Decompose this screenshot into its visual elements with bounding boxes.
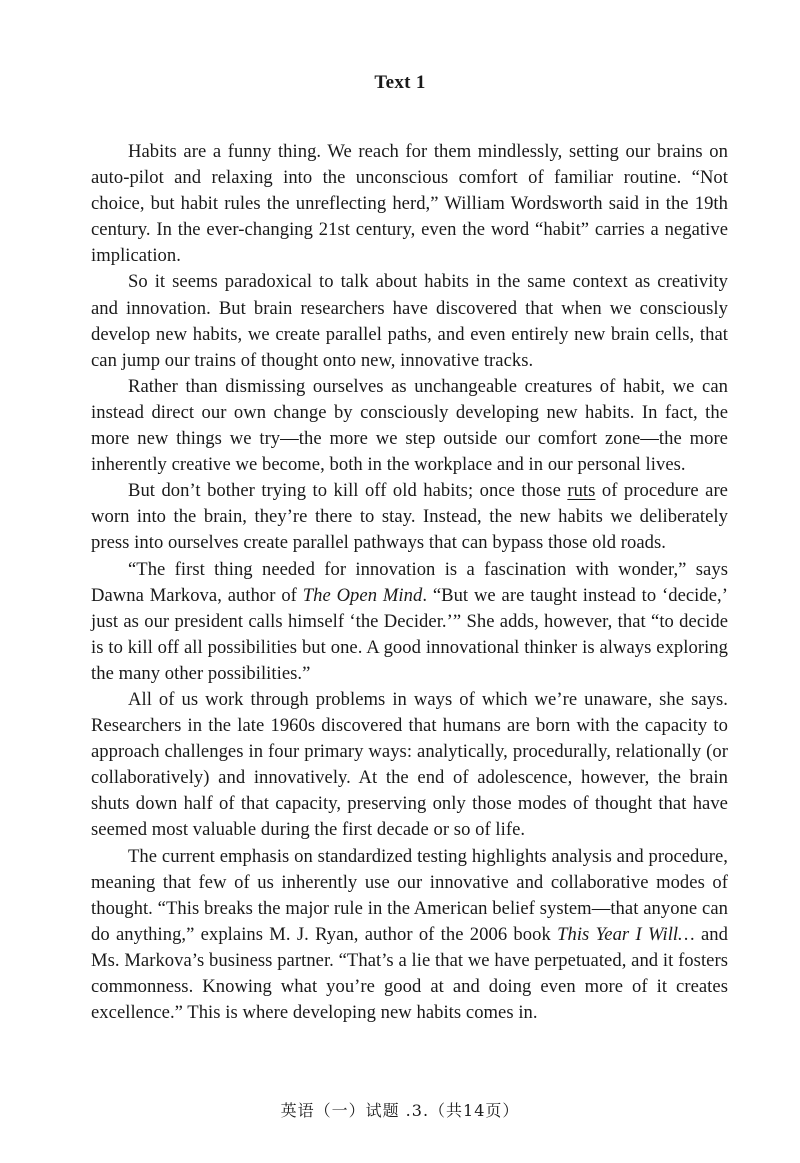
paragraph-text: But don’t bother trying to kill off old habits; once those	[128, 480, 568, 502]
paragraph-text: Habits are a funny thing. We reach for them mindlessly, setting our brains on auto-pilot and relaxing into the unconscious comfort of familiar routine. “Not choice, but habit rules the unreflecting herd,” William Wordsworth said in the 19th century. In the ever-changing 21st century, even the word “habit” carries a negative implication.	[91, 141, 728, 267]
paragraph-text: Rather than dismissing ourselves as unchangeable creatures of habit, we can instead direct our own change by consciously developing new habits. In fact, the more new things we try—the more we step outside our comfort zone—the more inherently creative we become, both in the workplace and in our personal lives.	[91, 375, 728, 476]
paragraph-text: and Ms. Markova’s business partner. “That’s a lie that we have perpetuated, and it fosters commonness. Knowing what you’re good at and doing even more of it creates excellence.” This is where developing new habits comes in.	[91, 923, 728, 1024]
paragraph	[91, 478, 728, 556]
book-title: The Open Mind	[302, 584, 423, 606]
paragraph	[91, 269, 728, 373]
underlined-word: ruts	[567, 480, 596, 502]
paragraph-text: “The first thing needed for innovation is a fascination with wonder,” says Dawna Markova, author of	[91, 558, 728, 606]
paragraph-text: . “But we are taught instead to ‘decide,’ just as our president calls himself ‘the Decider.’” She adds, however, that “to decide is to kill off all possibilities but one. A good innovational thinker is always exploring the many other possibilities.”	[91, 584, 728, 684]
book-title: This Year I Will…	[557, 923, 695, 945]
page-footer: 英语（一）试题 .3.（共14页）	[280, 1101, 520, 1120]
paragraph-text: of procedure are worn into the brain, they’re there to stay. Instead, the new habits we deliberately press into ourselves create parallel pathways that can bypass those old roads.	[91, 480, 728, 554]
paragraph-text: The current emphasis on standardized testing highlights analysis and procedure, meaning that few of us inherently use our innovative and collaborative modes of thought. “This breaks the major rule in the American belief system—that anyone can do anything,” explains M. J. Ryan, author of the 2006 book	[91, 845, 728, 945]
paragraph	[91, 687, 728, 844]
paragraph	[91, 557, 728, 687]
paragraph-text: So it seems paradoxical to talk about habits in the same context as creativity and innovation. But brain researchers have discovered that when we consciously develop new habits, we create parallel paths, and even entirely new brain cells, that can jump our trains of thought onto new, innovative tracks.	[91, 271, 728, 371]
paragraph-text: All of us work through problems in ways of which we’re unaware, she says. Researchers in the late 1960s discovered that humans are born with the capacity to approach challenges in four primary ways: analytically, procedurally, relationally (or collaboratively) and innovatively. At the end of adolescence, however, the brain shuts down half of that capacity, preserving only those modes of thought that have seemed most valuable during the first decade or so of life.	[91, 688, 728, 841]
paragraph	[91, 844, 728, 1027]
passage-body	[91, 139, 728, 1026]
paragraph	[91, 139, 728, 269]
paragraph	[91, 374, 728, 478]
page-title: Text 1	[374, 72, 426, 93]
